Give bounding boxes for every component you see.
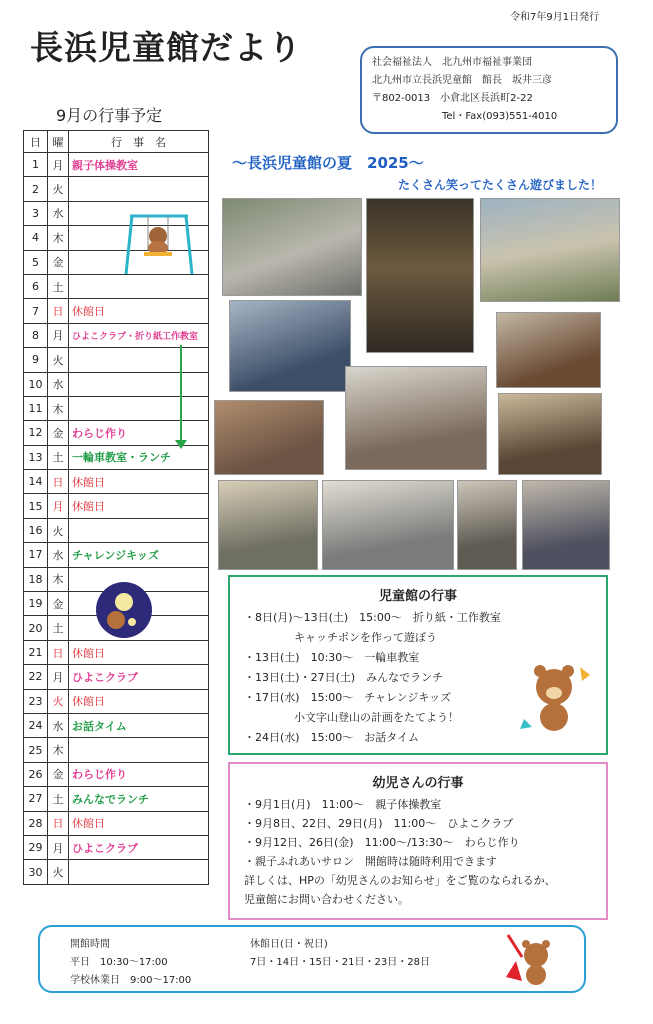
schedule-day-number: 11 (24, 396, 48, 420)
schedule-day-number: 24 (24, 713, 48, 737)
schedule-day-number: 1 (24, 153, 48, 177)
schedule-weekday: 水 (48, 713, 69, 737)
kids-events-box (228, 575, 608, 755)
schedule-row (24, 835, 209, 859)
kids-event-line: ・24日(水) 15:00～ お話タイム (244, 731, 420, 744)
schedule-day-number: 3 (24, 201, 48, 225)
schedule-row (24, 640, 209, 664)
schedule-day-number: 29 (24, 835, 48, 859)
schedule-weekday: 火 (48, 689, 69, 713)
school-holiday-hours: 学校休業日 9:00～17:00 (70, 975, 192, 986)
schedule-day-number: 15 (24, 494, 48, 518)
schedule-event: お話タイム (69, 713, 209, 737)
kids-event-line: ・13日(土) 10:30～ 一輪車教室 (244, 651, 420, 664)
schedule-weekday: 木 (48, 738, 69, 762)
schedule-weekday: 月 (48, 494, 69, 518)
schedule-day-number: 30 (24, 860, 48, 884)
bear-drummer-illustration (502, 931, 562, 989)
schedule-weekday: 木 (48, 567, 69, 591)
photo-crafting (218, 480, 318, 570)
photo-display-case (498, 393, 602, 475)
photo-classroom (345, 366, 487, 470)
summer-subtitle: たくさん笑ってたくさん遊びました！ (398, 178, 603, 192)
schedule-day-number: 2 (24, 177, 48, 201)
schedule-event: ひよこクラブ (69, 665, 209, 689)
schedule-event (69, 396, 209, 420)
schedule-day-number: 21 (24, 640, 48, 664)
schedule-header-row (24, 131, 209, 153)
photo-table-activity (322, 480, 454, 570)
baby-event-line: ・親子ふれあいサロン 開館時は随時利用できます (244, 855, 497, 868)
opening-hours-box (38, 925, 586, 993)
schedule-event (69, 738, 209, 762)
schedule-event: 休館日 (69, 299, 209, 323)
schedule-row (24, 274, 209, 298)
kids-event-note: 小文字山登山の計画をたてよう！ (294, 711, 459, 724)
schedule-day-number: 6 (24, 274, 48, 298)
schedule-row (24, 494, 209, 518)
schedule-event: 休館日 (69, 470, 209, 494)
schedule-weekday: 水 (48, 372, 69, 396)
schedule-weekday: 土 (48, 274, 69, 298)
schedule-weekday: 土 (48, 445, 69, 469)
schedule-event: 一輪車教室・ランチ (69, 445, 209, 469)
schedule-row (24, 811, 209, 835)
schedule-day-number: 26 (24, 762, 48, 786)
schedule-row (24, 738, 209, 762)
baby-info-note: 詳しくは、HPの「幼児さんのお知らせ」をご覧のなられるか、 (244, 874, 556, 887)
photo-outdoor-tent (480, 198, 620, 302)
schedule-event (69, 177, 209, 201)
schedule-row (24, 153, 209, 177)
schedule-row (24, 762, 209, 786)
photo-game-play (522, 480, 610, 570)
closed-days-label: 休館日(日・祝日) (250, 939, 328, 950)
schedule-event: わらじ作り (69, 421, 209, 445)
schedule-weekday: 火 (48, 348, 69, 372)
schedule-event: ひよこクラブ・折り紙工作教室 (69, 323, 209, 347)
schedule-day-number: 8 (24, 323, 48, 347)
schedule-event: 休館日 (69, 640, 209, 664)
schedule-weekday: 月 (48, 153, 69, 177)
schedule-event: 休館日 (69, 811, 209, 835)
schedule-row (24, 787, 209, 811)
header-event: 行 事 名 (69, 131, 209, 153)
schedule-weekday: 月 (48, 835, 69, 859)
baby-events-title: 幼児さんの行事 (372, 776, 464, 791)
schedule-weekday: 月 (48, 323, 69, 347)
baby-event-line: ・9月8日、22日、29日(月) 11:00～ ひよこクラブ (244, 817, 514, 830)
kids-event-line: ・17日(水) 15:00～ チャレンジキッズ (244, 691, 452, 704)
schedule-event: 親子体操教室 (69, 153, 209, 177)
org-address: 〒802-0013 小倉北区長浜町2-22 (372, 93, 533, 104)
schedule-event: みんなでランチ (69, 787, 209, 811)
schedule-row (24, 470, 209, 494)
summer-title: ～長浜児童館の夏 2025～ (232, 154, 424, 172)
schedule-weekday: 土 (48, 787, 69, 811)
schedule-row (24, 543, 209, 567)
schedule-row (24, 518, 209, 542)
schedule-day-number: 22 (24, 665, 48, 689)
schedule-weekday: 金 (48, 250, 69, 274)
schedule-event (69, 860, 209, 884)
baby-info-note: 児童館にお問い合わせください。 (244, 893, 409, 906)
schedule-weekday: 木 (48, 396, 69, 420)
header-weekday: 曜 (48, 131, 69, 153)
schedule-day-number: 18 (24, 567, 48, 591)
photo-museum-visit (229, 300, 351, 392)
org-corporation: 社会福祉法人 北九州市福祉事業団 (372, 57, 532, 68)
schedule-day-number: 4 (24, 226, 48, 250)
schedule-weekday: 火 (48, 860, 69, 884)
schedule-row (24, 177, 209, 201)
schedule-day-number: 20 (24, 616, 48, 640)
schedule-weekday: 土 (48, 616, 69, 640)
schedule-event: 休館日 (69, 689, 209, 713)
schedule-day-number: 27 (24, 787, 48, 811)
baby-events-box (228, 762, 608, 920)
schedule-event (69, 372, 209, 396)
schedule-weekday: 金 (48, 762, 69, 786)
schedule-row (24, 689, 209, 713)
schedule-event: ひよこクラブ (69, 835, 209, 859)
header-day: 日 (24, 131, 48, 153)
schedule-day-number: 5 (24, 250, 48, 274)
schedule-day-number: 28 (24, 811, 48, 835)
schedule-day-number: 14 (24, 470, 48, 494)
weekday-hours: 平日 10:30～17:00 (70, 957, 168, 968)
schedule-weekday: 水 (48, 543, 69, 567)
schedule-row (24, 665, 209, 689)
schedule-event: チャレンジキッズ (69, 543, 209, 567)
schedule-weekday: 日 (48, 470, 69, 494)
event-range-arrow (180, 345, 182, 445)
photo-water-play (222, 198, 362, 296)
schedule-weekday: 木 (48, 226, 69, 250)
baby-event-line: ・9月1日(月) 11:00～ 親子体操教室 (244, 798, 442, 811)
baby-event-line: ・9月12日、26日(金) 11:00～/13:30～ わらじ作り (244, 836, 520, 849)
schedule-day-number: 9 (24, 348, 48, 372)
schedule-weekday: 火 (48, 518, 69, 542)
schedule-row (24, 299, 209, 323)
issue-date: 令和7年9月1日発行 (510, 12, 600, 23)
schedule-day-number: 23 (24, 689, 48, 713)
open-hours-label: 開館時間 (70, 939, 110, 950)
kids-event-line: ・8日(月)～13日(土) 15:00～ 折り紙・工作教室 (244, 611, 501, 624)
schedule-weekday: 日 (48, 811, 69, 835)
kids-event-line: ・13日(土)・27日(土) みんなでランチ (244, 671, 444, 684)
org-facility: 北九州市立長浜児童館 館長 坂井三彦 (372, 75, 552, 86)
schedule-event (69, 348, 209, 372)
schedule-day-number: 19 (24, 592, 48, 616)
schedule-day-number: 10 (24, 372, 48, 396)
schedule-event: 休館日 (69, 494, 209, 518)
schedule-weekday: 金 (48, 592, 69, 616)
swing-bear-illustration (124, 208, 194, 276)
event-range-arrowhead (175, 440, 187, 449)
newsletter-title: 長浜児童館だより (30, 28, 302, 67)
schedule-title: 9月の行事予定 (56, 106, 163, 125)
schedule-day-number: 12 (24, 421, 48, 445)
photo-group-mural (366, 198, 474, 353)
organization-box (360, 46, 618, 134)
schedule-day-number: 13 (24, 445, 48, 469)
schedule-weekday: 金 (48, 421, 69, 445)
schedule-row (24, 713, 209, 737)
schedule-day-number: 25 (24, 738, 48, 762)
schedule-event: わらじ作り (69, 762, 209, 786)
schedule-weekday: 火 (48, 177, 69, 201)
schedule-weekday: 水 (48, 201, 69, 225)
photo-hallway (457, 480, 517, 570)
schedule-day-number: 7 (24, 299, 48, 323)
kids-event-note: キャッチポンを作って遊ぼう (294, 631, 437, 644)
schedule-weekday: 月 (48, 665, 69, 689)
org-phone: Tel・Fax(093)551-4010 (442, 111, 558, 122)
bear-illustration (518, 657, 598, 737)
closed-days-list: 7日・14日・15日・21日・23日・28日 (250, 957, 430, 968)
schedule-day-number: 16 (24, 518, 48, 542)
schedule-weekday: 日 (48, 640, 69, 664)
photo-horse-model (496, 312, 601, 388)
schedule-row (24, 323, 209, 347)
schedule-event (69, 518, 209, 542)
kids-events-title: 児童館の行事 (378, 589, 457, 604)
photo-kids-floor (214, 400, 324, 475)
schedule-row (24, 860, 209, 884)
moon-bear-illustration (94, 580, 154, 640)
schedule-day-number: 17 (24, 543, 48, 567)
schedule-weekday: 日 (48, 299, 69, 323)
schedule-event (69, 274, 209, 298)
